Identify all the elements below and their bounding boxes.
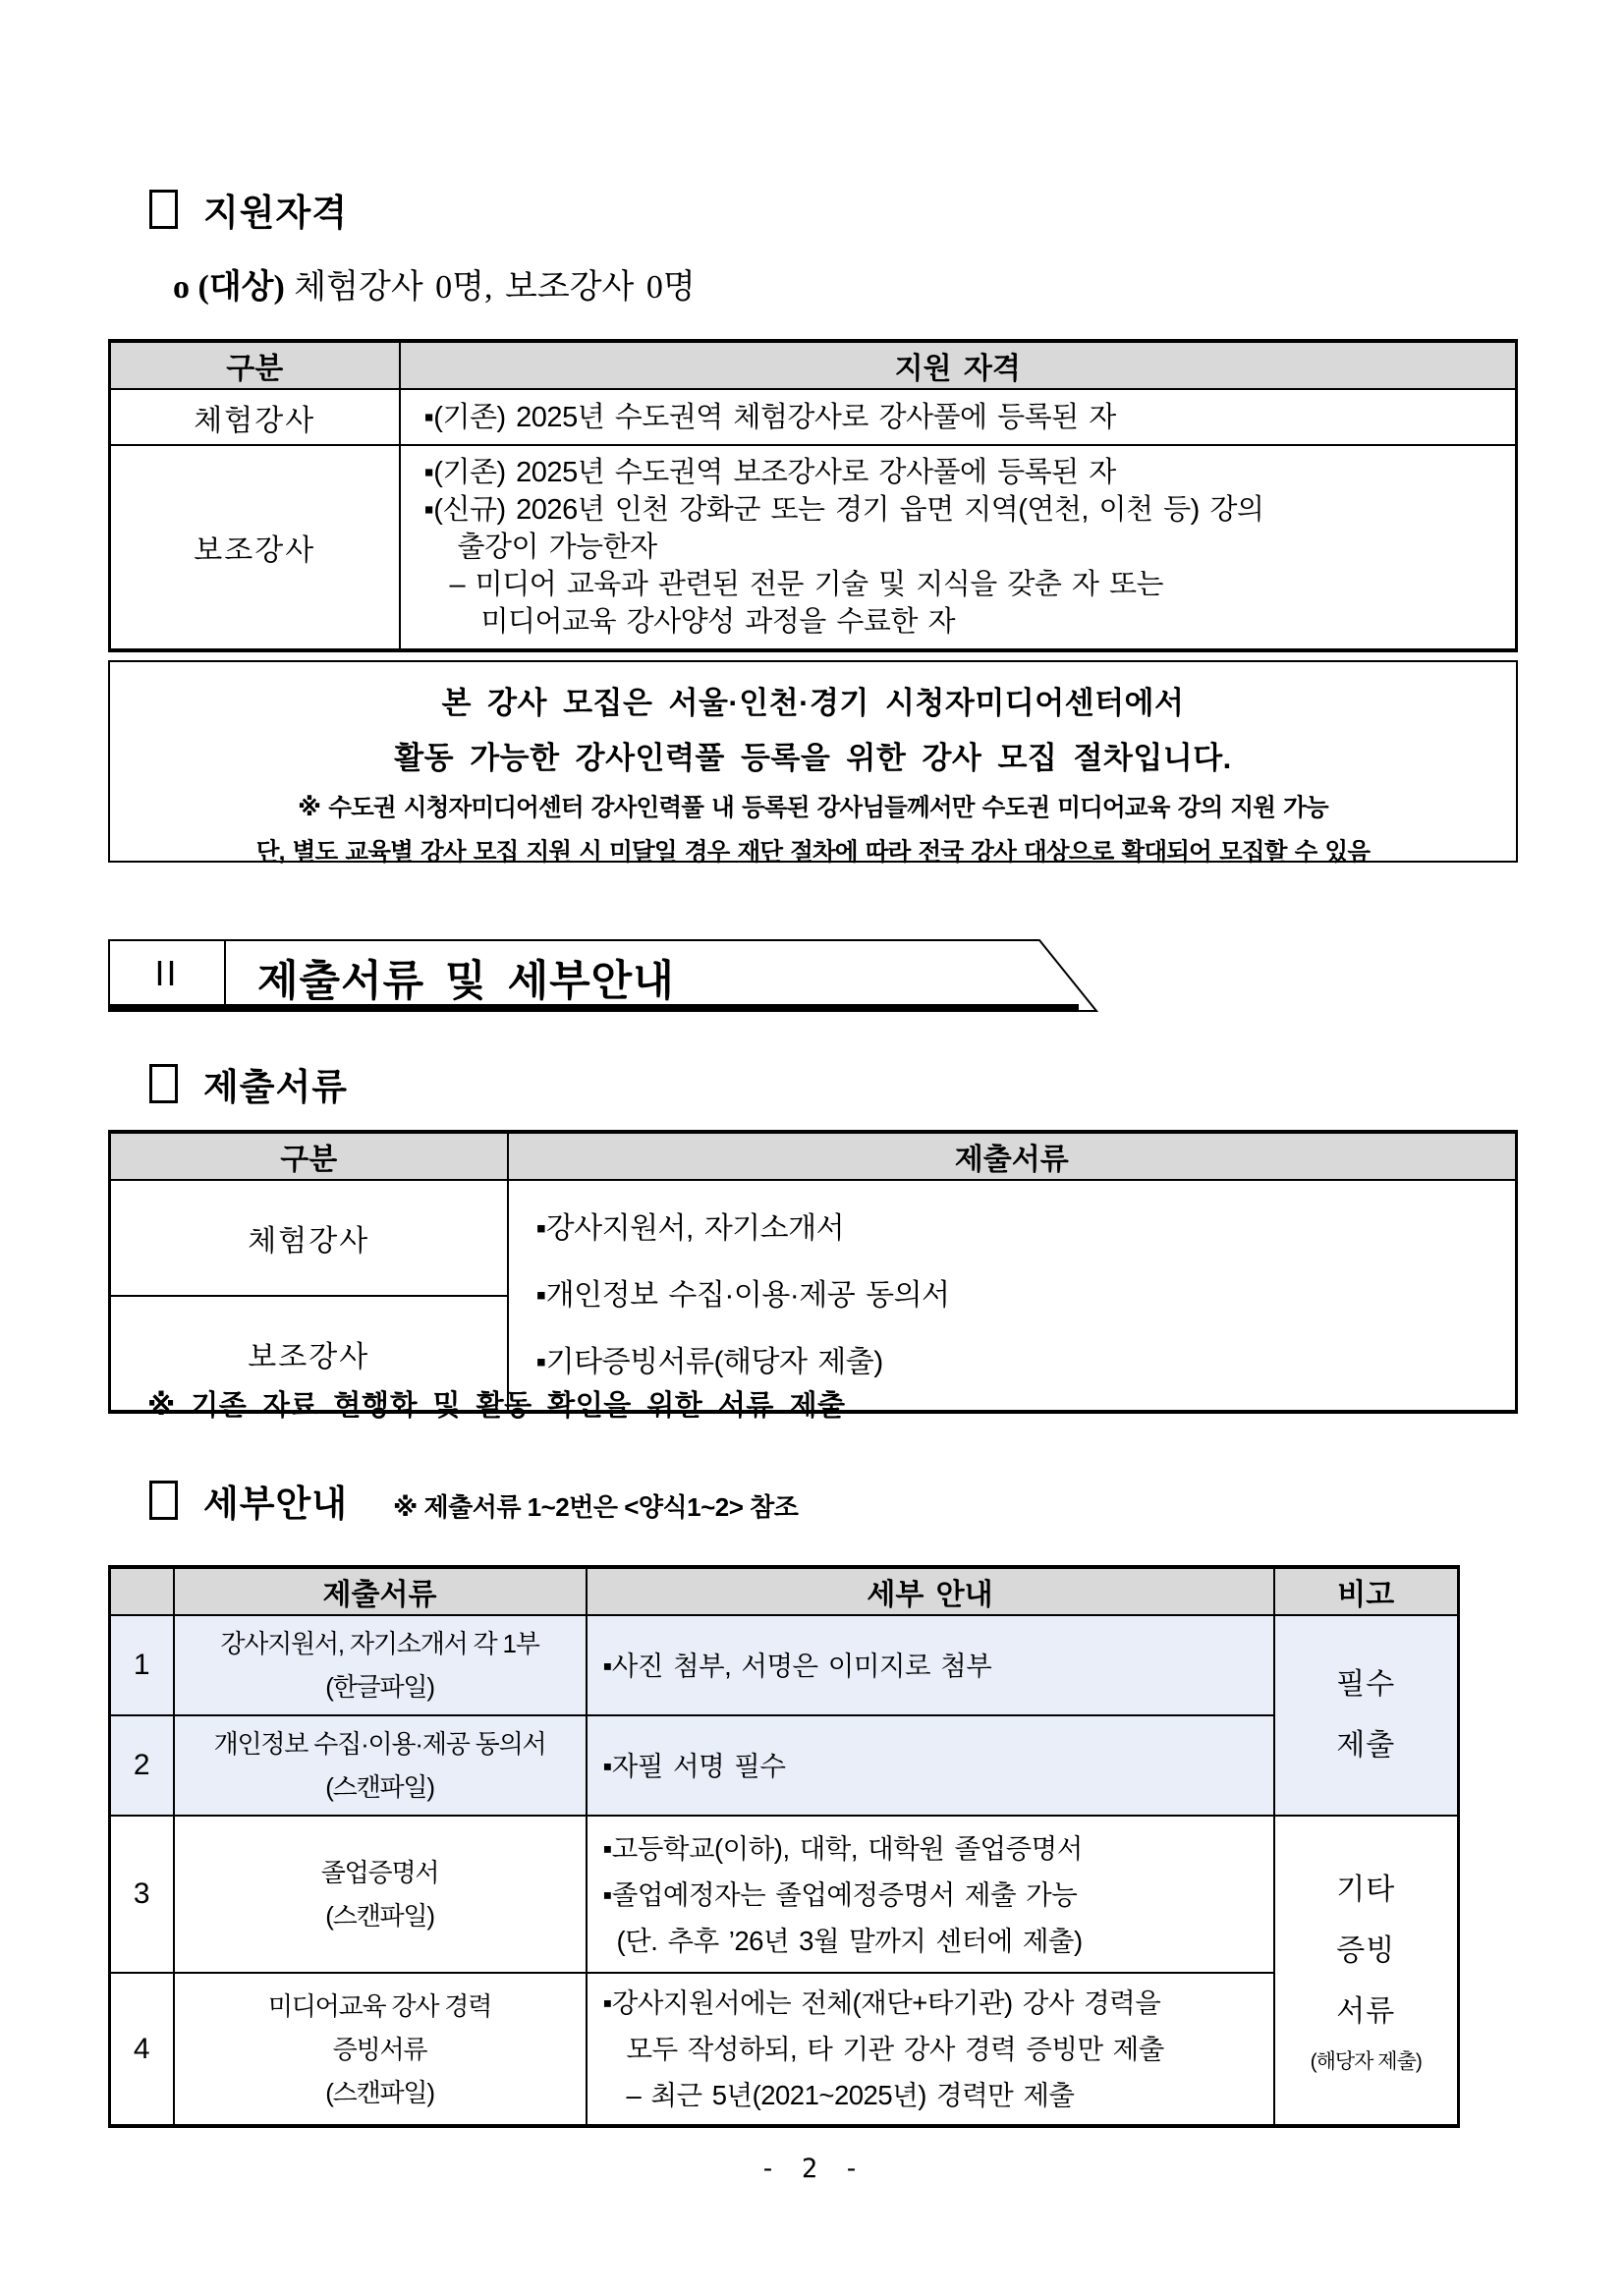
continuation-line: 출강이 가능한자	[457, 532, 657, 563]
table-row	[110, 1816, 1459, 1973]
bullet-line: ▪졸업예정자는 졸업예정증명서 제출 가능	[602, 1878, 1078, 1910]
details-heading-label: 세부안내	[203, 1484, 348, 1524]
documents-heading	[149, 1057, 348, 1110]
bullet-line: ▪강사지원서, 자기소개서	[535, 1211, 845, 1245]
documents-list	[536, 1210, 1515, 1381]
bullet-line: ▪사진 첨부, 서명은 이미지로 첨부	[602, 1650, 992, 1681]
notice-line: 본 강사 모집은 서울·인천·경기 시청자미디어센터에서	[441, 686, 1185, 720]
remark-line: 기타	[1336, 1873, 1396, 1906]
remark-line: 증빙	[1336, 1933, 1396, 1967]
target-value: 체험강사 0명, 보조강사 0명	[294, 269, 696, 306]
doc-cell	[174, 1715, 587, 1816]
category-cell: 체험강사	[110, 389, 400, 445]
doc-line: 미디어교육 강사 경력	[267, 1990, 492, 2021]
qualification-table-header-row	[110, 341, 1517, 389]
table-row	[110, 389, 1517, 445]
doc-cell	[174, 1973, 587, 2126]
row-number: 4	[110, 1973, 174, 2126]
category-cell: 보조강사	[110, 445, 400, 650]
target-label: o (대상)	[173, 269, 285, 306]
row-number: 1	[110, 1615, 174, 1715]
notice-footnote: 단, 별도 교육별 강사 모집 지원 시 미달일 경우 재단 절차에 따라 전국 강사 대상으로 확대되어 모집할 수 있음	[255, 839, 1371, 866]
col-header-category: 구분	[110, 341, 400, 389]
section2-banner	[108, 939, 1100, 1020]
col-header-detail: 세부 안내	[587, 1567, 1274, 1615]
col-header-category: 구분	[110, 1132, 508, 1180]
doc-line: 개인정보 수집·이용·제공 동의서	[213, 1729, 546, 1759]
continuation-line: 미디어교육 강사양성 과정을 수료한 자	[480, 606, 955, 638]
bullet-line: ▪(기존) 2025년 수도권역 체험강사로 강사풀에 등록된 자	[423, 401, 1116, 433]
doc-line: (스캔파일)	[325, 2077, 434, 2107]
bullet-line: ▪(신규) 2026년 인천 강화군 또는 경기 읍면 지역(연천, 이천 등) 강의	[423, 494, 1264, 526]
details-heading-note: ※ 제출서류 1~2번은 <양식1~2> 참조	[392, 1491, 799, 1522]
row-number: 2	[110, 1715, 174, 1816]
checkbox-square-icon	[149, 1064, 178, 1103]
table-row	[110, 1715, 1459, 1816]
detail-cell	[587, 1715, 1274, 1816]
remark-cell-other	[1274, 1816, 1459, 2126]
details-heading	[149, 1474, 798, 1527]
doc-line: 강사지원서, 자기소개서 각 1부	[220, 1629, 539, 1658]
bullet-line: ▪강사지원서에는 전체(재단+타기관) 강사 경력을	[602, 1988, 1161, 2018]
col-header-value: 제출서류	[508, 1132, 1517, 1180]
table-row	[110, 1615, 1459, 1715]
bullet-line: ▪기타증빙서류(해당자 제출)	[535, 1345, 883, 1378]
row-number: 3	[110, 1816, 174, 1973]
doc-line: (스캔파일)	[325, 1772, 434, 1802]
documents-note: ※ 기존 자료 현행화 및 활동 확인을 위한 서류 제출	[147, 1390, 846, 1422]
continuation-line: (단. 추후 ’26년 3월 말까지 센터에 제출)	[616, 1925, 1083, 1956]
remark-line: 필수	[1336, 1668, 1396, 1701]
dash-line: – 최근 5년(2021~2025년) 경력만 제출	[626, 2080, 1075, 2110]
remark-line: (해당자 제출)	[1310, 2049, 1422, 2073]
doc-cell	[174, 1615, 587, 1715]
col-header-value: 지원 자격	[400, 341, 1517, 389]
remark-line: 서류	[1336, 1994, 1396, 2028]
qualification-heading-label: 지원자격	[203, 193, 348, 233]
qualification-heading	[149, 183, 348, 236]
detail-cell	[587, 1973, 1274, 2126]
target-line	[173, 259, 696, 308]
bullet-line: ▪자필 서명 필수	[602, 1750, 786, 1781]
bullet-line: ▪(기존) 2025년 수도권역 보조강사로 강사풀에 등록된 자	[423, 457, 1116, 488]
doc-line: 증빙서류	[332, 2034, 427, 2064]
checkbox-square-icon	[149, 1481, 178, 1520]
section-title: 제출서류 및 세부안내	[257, 958, 675, 1005]
table-row	[110, 1973, 1459, 2126]
table-row	[110, 445, 1517, 650]
doc-cell	[174, 1816, 587, 1973]
notice-line: 활동 가능한 강사인력풀 등록을 위한 강사 모집 절차입니다.	[394, 741, 1232, 775]
col-header-remark: 비고	[1274, 1567, 1459, 1615]
category-cell: 보조강사	[110, 1296, 508, 1412]
detail-cell	[587, 1615, 1274, 1715]
continuation-line: 모두 작성하되, 타 기관 강사 경력 증빙만 제출	[626, 2034, 1164, 2064]
section-numeral: II	[154, 953, 179, 993]
bullet-line: ▪고등학교(이하), 대학, 대학원 졸업증명서	[602, 1832, 1083, 1864]
remark-line: 제출	[1336, 1729, 1396, 1762]
documents-list-cell	[508, 1180, 1517, 1412]
dash-line: – 미디어 교육과 관련된 전문 기술 및 지식을 갖춘 자 또는	[449, 569, 1164, 600]
value-cell	[400, 389, 1517, 445]
category-cell: 체험강사	[110, 1180, 508, 1296]
table-row	[110, 1180, 1517, 1296]
details-table	[108, 1565, 1460, 2128]
documents-table-header-row	[110, 1132, 1517, 1180]
doc-line: 졸업증명서	[320, 1858, 439, 1887]
doc-line: (스캔파일)	[325, 1901, 434, 1931]
page-number: - 2 -	[759, 2154, 865, 2184]
details-table-header-row	[110, 1567, 1459, 1615]
notice-footnote: ※ 수도권 시청자미디어센터 강사인력풀 내 등록된 강사님들께서만 수도권 미디어교육 강의 지원 가능	[298, 795, 1328, 821]
doc-line: (한글파일)	[325, 1672, 434, 1702]
documents-heading-label: 제출서류	[203, 1067, 348, 1107]
qualification-table	[108, 339, 1518, 652]
notice-box	[108, 660, 1518, 866]
col-header-empty	[110, 1567, 174, 1615]
documents-table	[108, 1130, 1518, 1414]
bullet-line: ▪개인정보 수집·이용·제공 동의서	[535, 1278, 950, 1312]
checkbox-square-icon	[149, 190, 178, 229]
col-header-doc: 제출서류	[174, 1567, 587, 1615]
value-cell	[400, 445, 1517, 650]
detail-cell	[587, 1816, 1274, 1973]
remark-cell-required	[1274, 1615, 1459, 1816]
